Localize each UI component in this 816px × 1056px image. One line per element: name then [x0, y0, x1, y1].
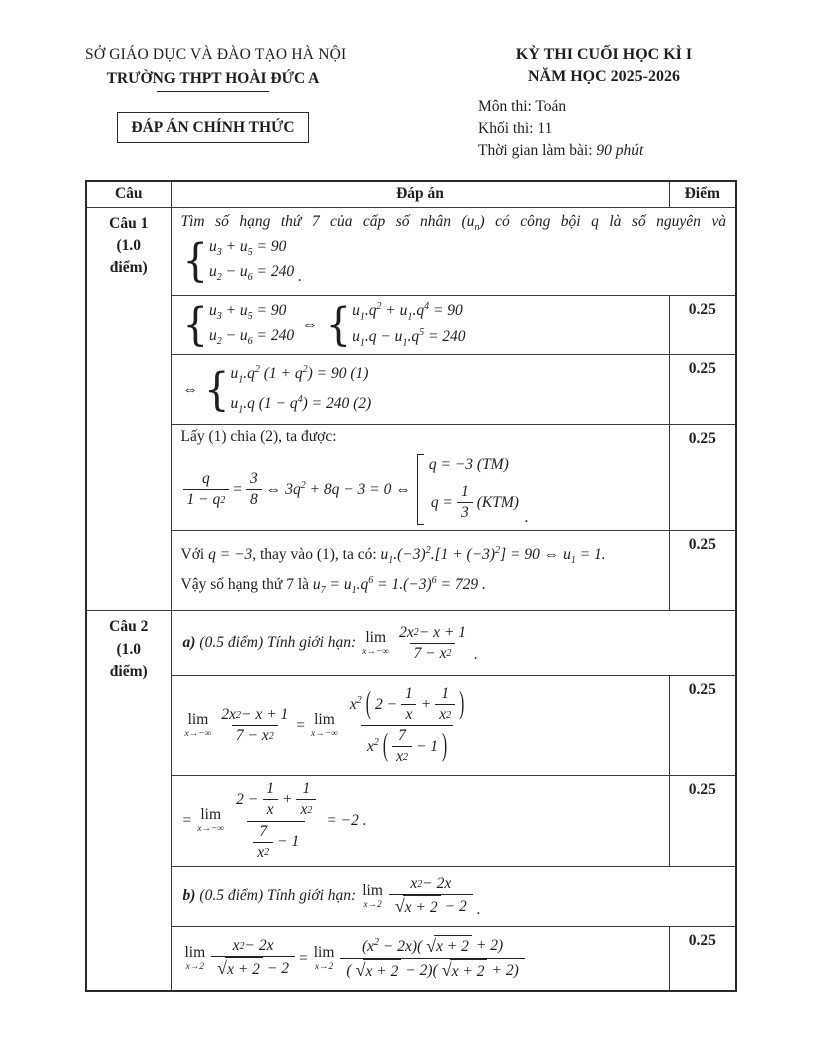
- fraction: [296, 779, 316, 820]
- right-paren: ): [459, 686, 465, 721]
- answer-key-table: [85, 180, 737, 992]
- cau2-parta-step2-cell: [171, 776, 669, 867]
- partb-step1-derivation: [181, 935, 527, 983]
- radicand: x + 2: [363, 959, 401, 982]
- iff-symbol: ⇔: [302, 315, 318, 333]
- cau1-step1-cell: [171, 295, 669, 355]
- cau1-given-system: [181, 236, 305, 286]
- equation-line: $u_2 - u_6 = 240$: [208, 263, 295, 284]
- fraction: [253, 822, 273, 863]
- lim-word: lim: [313, 943, 335, 961]
- cau2-parta-step2-row: [86, 776, 736, 867]
- denominator: x 2: [296, 799, 316, 820]
- period: .: [476, 900, 481, 918]
- iff-symbol: ⇔: [182, 380, 198, 398]
- step1-derivation: [181, 299, 468, 352]
- lim-word: lim: [362, 881, 383, 899]
- equation-line: $u_1.q$ $(1 - q^4) = 240$ (2): [230, 393, 372, 415]
- cau1-step2-row: [86, 355, 736, 425]
- fraction: [435, 684, 455, 725]
- lim-subscript: x→−∞: [362, 646, 390, 657]
- plus-symbol: +: [420, 695, 432, 713]
- left-paren: (: [365, 686, 371, 721]
- lim-word: lim: [187, 711, 209, 729]
- left-paren: (: [382, 728, 389, 764]
- text-fragment: , thay vào (1), ta có:: [252, 546, 377, 564]
- exam-title: KỲ THI CUỐI HỌC KÌ I: [515, 46, 693, 63]
- radicand: x + 2: [450, 959, 488, 982]
- term: − 2)(: [405, 961, 438, 979]
- denominator: [389, 894, 473, 918]
- solution-line: [429, 482, 521, 523]
- conclusion-line2: [181, 575, 660, 596]
- cau1-step4-cell: [171, 531, 669, 611]
- big-fraction: [230, 779, 322, 863]
- fraction: [401, 684, 417, 725]
- parta-step1-derivation: [181, 684, 473, 768]
- numerator: 2x 2 − x + 1: [221, 706, 289, 724]
- limit-operator: [197, 807, 224, 835]
- denominator: [247, 821, 305, 863]
- cau2-parta-statement-row: [86, 611, 736, 676]
- text-fragment: Vậy số hạng thứ 7 là: [180, 576, 310, 594]
- numerator: 1: [441, 685, 450, 702]
- equals-symbol: =: [299, 949, 308, 967]
- fraction: [183, 469, 230, 510]
- cau2-parta-step1-cell: [171, 676, 669, 776]
- numerator: 1: [302, 780, 311, 798]
- fraction: [217, 705, 292, 746]
- denominator: x 2: [435, 704, 455, 725]
- numerator: [356, 935, 509, 958]
- denominator: [340, 958, 524, 982]
- equation-line: $u_3 + u_5 = 90$: [208, 302, 287, 323]
- limit-result: = −2 .: [326, 812, 367, 830]
- square-root: [395, 895, 441, 918]
- department-name: SỞ GIÁO DỤC VÀ ĐÀO TẠO HÀ NỘI: [85, 46, 347, 63]
- equals-symbol: =: [296, 716, 305, 734]
- quadratic-equation: $3q^2 + 8q - 3 = 0$: [285, 480, 392, 499]
- exam-details: [476, 98, 732, 160]
- numerator: 2x 2 − x + 1: [399, 623, 466, 641]
- lim-word: lim: [200, 806, 222, 824]
- denominator: x 2: [392, 746, 412, 767]
- score-cell: 0.25: [669, 531, 736, 611]
- numerator: 1: [460, 483, 469, 500]
- big-fraction: [340, 935, 524, 983]
- term: − 1: [415, 737, 439, 755]
- term: + 2): [491, 961, 519, 979]
- term: 2 −: [236, 790, 259, 808]
- solution-line: q = −3 (TM): [428, 456, 509, 473]
- term: − 1: [277, 833, 300, 851]
- plus-symbol: +: [282, 790, 293, 808]
- denominator: 7 − x 2: [410, 643, 456, 664]
- math-fragment: q = −3: [208, 546, 253, 564]
- cau2-parta-step1-row: [86, 676, 736, 776]
- radicand: x + 2: [225, 957, 263, 980]
- exam-year: NĂM HỌC 2025-2026: [528, 68, 680, 85]
- score-cell: 0.25: [669, 676, 736, 776]
- term: + 2): [475, 937, 504, 955]
- cau1-points: (1.0 điểm): [109, 236, 148, 277]
- parta-intro: (0.5 điểm) Tính giới hạn:: [199, 634, 357, 652]
- left-brace: {: [182, 298, 208, 351]
- cau2-label: Câu 2: [109, 618, 149, 636]
- limit-operator: [362, 883, 383, 911]
- denominator: x: [263, 799, 278, 820]
- period: .: [524, 509, 529, 527]
- big-fraction: [344, 684, 470, 768]
- lim-subscript: x→−∞: [197, 824, 225, 835]
- cau1-label-cell: [86, 207, 171, 611]
- cau1-statement-row: [86, 207, 736, 295]
- cau2-points: (1.0 điểm): [109, 640, 148, 681]
- partb-statement: [181, 874, 483, 919]
- fraction: [392, 726, 412, 767]
- fraction: [262, 779, 278, 820]
- numerator: 3: [249, 470, 258, 487]
- square-root: [426, 935, 472, 958]
- lim-subscript: x→2: [363, 899, 382, 910]
- factor: $(x^2 - 2x)$(: [361, 936, 423, 955]
- numerator: 1: [266, 780, 274, 798]
- lim-word: lim: [314, 711, 335, 729]
- limit-operator: [311, 712, 338, 740]
- denominator: x: [401, 704, 416, 725]
- cau1-step3-cell: [171, 425, 669, 531]
- header-left-block: [85, 46, 347, 160]
- equation-line: $u_2 - u_6 = 240$: [208, 327, 295, 348]
- denominator: [211, 956, 295, 980]
- step2-derivation: [181, 360, 374, 419]
- parta-step2-derivation: [181, 779, 369, 863]
- term: − 2: [444, 897, 467, 915]
- duration-value: 90 phút: [596, 142, 644, 159]
- lim-subscript: x→2: [185, 961, 205, 972]
- score-cell: 0.25: [669, 355, 736, 425]
- square-root: [356, 959, 402, 982]
- lim-word: lim: [365, 628, 387, 646]
- numerator: [344, 684, 470, 725]
- numerator: q: [201, 470, 210, 487]
- document-header: [0, 46, 816, 160]
- cau2-parta-statement-cell: [171, 611, 736, 676]
- official-answer-stamp: ĐÁP ÁN CHÍNH THỨC: [117, 112, 308, 143]
- equation-line: $u_1.q - u_1.q^5 = 240$: [352, 327, 466, 349]
- cau1-step2-cell: [171, 355, 669, 425]
- text-fragment: Với: [180, 546, 205, 564]
- iff-symbol: ⇔: [395, 480, 411, 498]
- cau1-step4-row: [86, 531, 736, 611]
- score-cell: 0.25: [669, 926, 736, 991]
- denominator: [361, 725, 453, 767]
- solution-set: [417, 452, 521, 527]
- step3-derivation: [181, 452, 531, 527]
- school-name: TRƯỜNG THPT HOÀI ĐỨC A: [106, 70, 320, 87]
- left-brace: {: [182, 234, 208, 287]
- header-right-block: [476, 46, 732, 160]
- fraction: [211, 936, 295, 981]
- cau2-partb-statement-cell: [171, 866, 736, 926]
- lim-subscript: x→−∞: [184, 729, 212, 740]
- left-brace: {: [204, 363, 230, 416]
- lim-subscript: x→2: [314, 961, 334, 972]
- equation-line: $u_1.q^2 + u_1.q^4 = 90$: [352, 301, 463, 323]
- solution-lhs: q =: [430, 493, 453, 511]
- cau2-partb-step1-row: [86, 926, 736, 991]
- duration-line: [478, 142, 732, 160]
- cau1-statement-text: Tìm số hạng thứ 7 của cấp số nhân $(u_n)$ có công bội q là số nguyên và: [180, 212, 726, 233]
- denominator: 7 − x 2: [232, 725, 278, 746]
- denominator: x 2: [253, 842, 273, 863]
- math-fragment: $u_1.(-3)^2.[1 + (-3)^2] = 90$ ⇔ $u_1 = 1$.: [380, 545, 606, 567]
- square-root: [442, 959, 488, 982]
- column-header-cau: Câu: [86, 181, 171, 207]
- score-cell: 0.25: [669, 425, 736, 531]
- denominator: 3: [457, 502, 473, 523]
- cau2-partb-step1-cell: [171, 926, 669, 991]
- radical-sign: √: [355, 960, 366, 981]
- step3-intro: Lấy (1) chia (2), ta được:: [180, 428, 337, 445]
- fraction: [389, 874, 473, 919]
- limit-operator: [185, 945, 206, 973]
- cau1-label: Câu 1: [109, 214, 149, 232]
- table-header-row: [86, 181, 736, 207]
- cau1-step1-row: [86, 295, 736, 355]
- system-of-equations: [204, 360, 371, 419]
- cau1-step3-row: [86, 425, 736, 531]
- duration-label: Thời gian làm bài:: [478, 142, 593, 159]
- limit-operator: [362, 630, 389, 658]
- denominator: 8: [246, 489, 262, 510]
- numerator: 7: [398, 727, 406, 745]
- term: 2 −: [374, 695, 398, 713]
- left-paren: (: [346, 961, 352, 979]
- factor: $x^2$: [367, 737, 379, 756]
- left-brace: {: [325, 298, 352, 351]
- solution-note: (KTM): [476, 493, 519, 511]
- factor: $x^2$: [349, 694, 362, 714]
- fraction: [457, 482, 473, 523]
- cau2-partb-statement-row: [86, 866, 736, 926]
- denominator: 1 − q 2: [183, 489, 230, 510]
- period: .: [473, 645, 478, 663]
- numerator: x 2 − 2x: [410, 875, 452, 893]
- score-cell: 0.25: [669, 295, 736, 355]
- fraction: [395, 623, 470, 664]
- equals-symbol: =: [233, 480, 242, 498]
- iff-symbol: ⇔: [265, 480, 282, 498]
- score-cell: 0.25: [669, 776, 736, 867]
- numerator: x 2 − 2x: [232, 937, 274, 955]
- left-square-bracket: [417, 454, 424, 525]
- conclusion-line1: [181, 545, 660, 566]
- limit-operator: [314, 945, 335, 973]
- grade-line: Khối thi: 11: [478, 120, 553, 137]
- lim-word: lim: [184, 943, 206, 961]
- system-of-equations: [183, 300, 295, 350]
- partb-marker: b): [182, 887, 196, 905]
- subject-line: Môn thi: Toán: [478, 98, 567, 115]
- radical-sign: √: [394, 896, 405, 917]
- radicand: x + 2: [403, 895, 441, 918]
- numerator: 1: [405, 685, 413, 702]
- parta-statement: [181, 623, 480, 664]
- right-paren: ): [442, 728, 448, 764]
- numerator: [230, 779, 322, 820]
- radicand: x + 2: [434, 935, 472, 958]
- equation-line: $u_1.q^2$ $(1 + q^2) = 90$ (1): [230, 364, 369, 386]
- radical-sign: √: [426, 935, 437, 956]
- math-fragment: $u_7 = u_1.q^6 = 1.(-3)^6 = 729$ .: [312, 575, 486, 597]
- column-header-diem: Điểm: [669, 181, 736, 207]
- period: .: [298, 267, 303, 285]
- cau2-label-cell: [86, 611, 171, 992]
- equals-symbol: =: [182, 812, 192, 830]
- system-of-equations: [326, 299, 466, 352]
- cau1-statement-cell: [171, 207, 736, 295]
- numerator: 7: [259, 822, 268, 840]
- system-of-equations: [183, 236, 295, 286]
- equation-line: $u_3 + u_5 = 90$: [208, 238, 287, 259]
- term: − 2: [266, 960, 289, 978]
- parta-marker: a): [182, 634, 196, 652]
- limit-operator: [185, 712, 212, 740]
- radical-sign: √: [217, 958, 228, 979]
- radical-sign: √: [441, 960, 452, 981]
- square-root: [217, 957, 263, 980]
- fraction: [246, 469, 262, 510]
- partb-intro: (0.5 điểm) Tính giới hạn:: [199, 887, 357, 905]
- column-header-dapan: Đáp án: [171, 181, 669, 207]
- lim-subscript: x→−∞: [310, 729, 338, 740]
